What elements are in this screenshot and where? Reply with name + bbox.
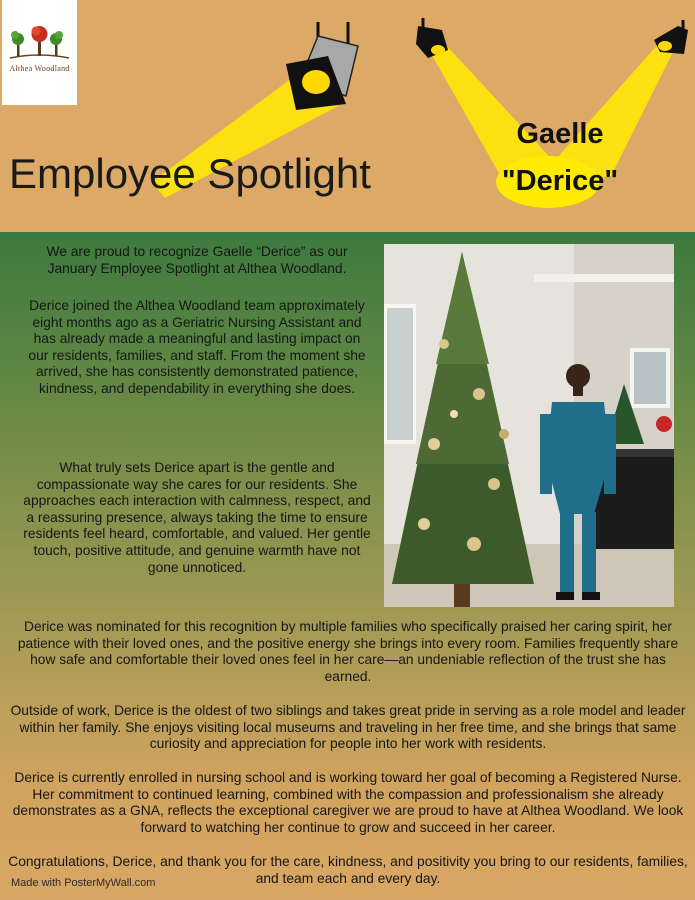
photo-illustration bbox=[384, 244, 674, 607]
center-spotlight-beam bbox=[429, 44, 560, 175]
closing-paragraph: Congratulations, Derice, and thank you for the care, kindness, and positivity you bring to our residents, families, and team each and every day. bbox=[8, 854, 688, 886]
page-title: Employee Spotlight bbox=[9, 150, 371, 197]
personal-paragraph: Outside of work, Derice is the oldest of two siblings and takes great pride in serving as a role model and leader within her family. She enjoys visiting local museums and traveling in her free time, and she brings that same curiosity and appreciation for people into her work with residents. bbox=[10, 703, 686, 752]
althea-woodland-logo bbox=[2, 0, 77, 105]
nomination-paragraph: Derice was nominated for this recognition by multiple families who specifically praised her caring spirit, her patience with their loved ones, and the positive energy she brings into every room. Families frequently share how safe and comfortable their loved ones feel in her care—an undeniable reflection of the trust she has earned. bbox=[17, 619, 679, 684]
tree-icon bbox=[2, 0, 77, 64]
background-paragraph: Derice joined the Althea Woodland team approximately eight months ago as a Geriatric Nursing Assistant and has already made a meaningful and lasting impact on our residents, families, and staff. From the moment she arrived, she has consistently demonstrated patience, kindness, and dependability in everything she does. bbox=[28, 298, 366, 396]
header bbox=[0, 0, 695, 232]
education-paragraph: Derice is currently enrolled in nursing school and is working toward her goal of becoming a Registered Nurse. Her commitment to continued learning, combined with the compassion and professionalism she already demonstrates as a GNA, reflects the exceptional caregiver we are proud to have at Althea Woodland. We look forward to watching her continue to grow and succeed in her career. bbox=[12, 770, 684, 835]
employee-photo bbox=[384, 244, 674, 607]
watermark: Made with PosterMyWall.com bbox=[11, 877, 156, 889]
intro-paragraph: We are proud to recognize Gaelle “Derice” as our January Employee Spotlight at Althea Woodland. bbox=[46, 244, 348, 276]
center-spotlight-icon bbox=[416, 18, 448, 58]
employee-nickname: "Derice" bbox=[501, 165, 619, 197]
care-paragraph: What truly sets Derice apart is the gentle and compassionate way she cares for our residents. She approaches each interaction with calmness, respect, and a reassuring presence, always taking the time to ensure residents feel heard, comfortable, and valued. Her gentle touch, positive attitude, and genuine warmth have not gone unnoticed. bbox=[23, 460, 371, 575]
right-spotlight-icon bbox=[654, 20, 688, 54]
article-body bbox=[0, 232, 695, 900]
employee-first-name: Gaelle bbox=[516, 118, 604, 150]
left-spotlight-icon bbox=[286, 22, 358, 110]
logo-wordmark: Althea Woodland bbox=[9, 64, 70, 73]
right-spotlight-beam bbox=[548, 42, 674, 178]
